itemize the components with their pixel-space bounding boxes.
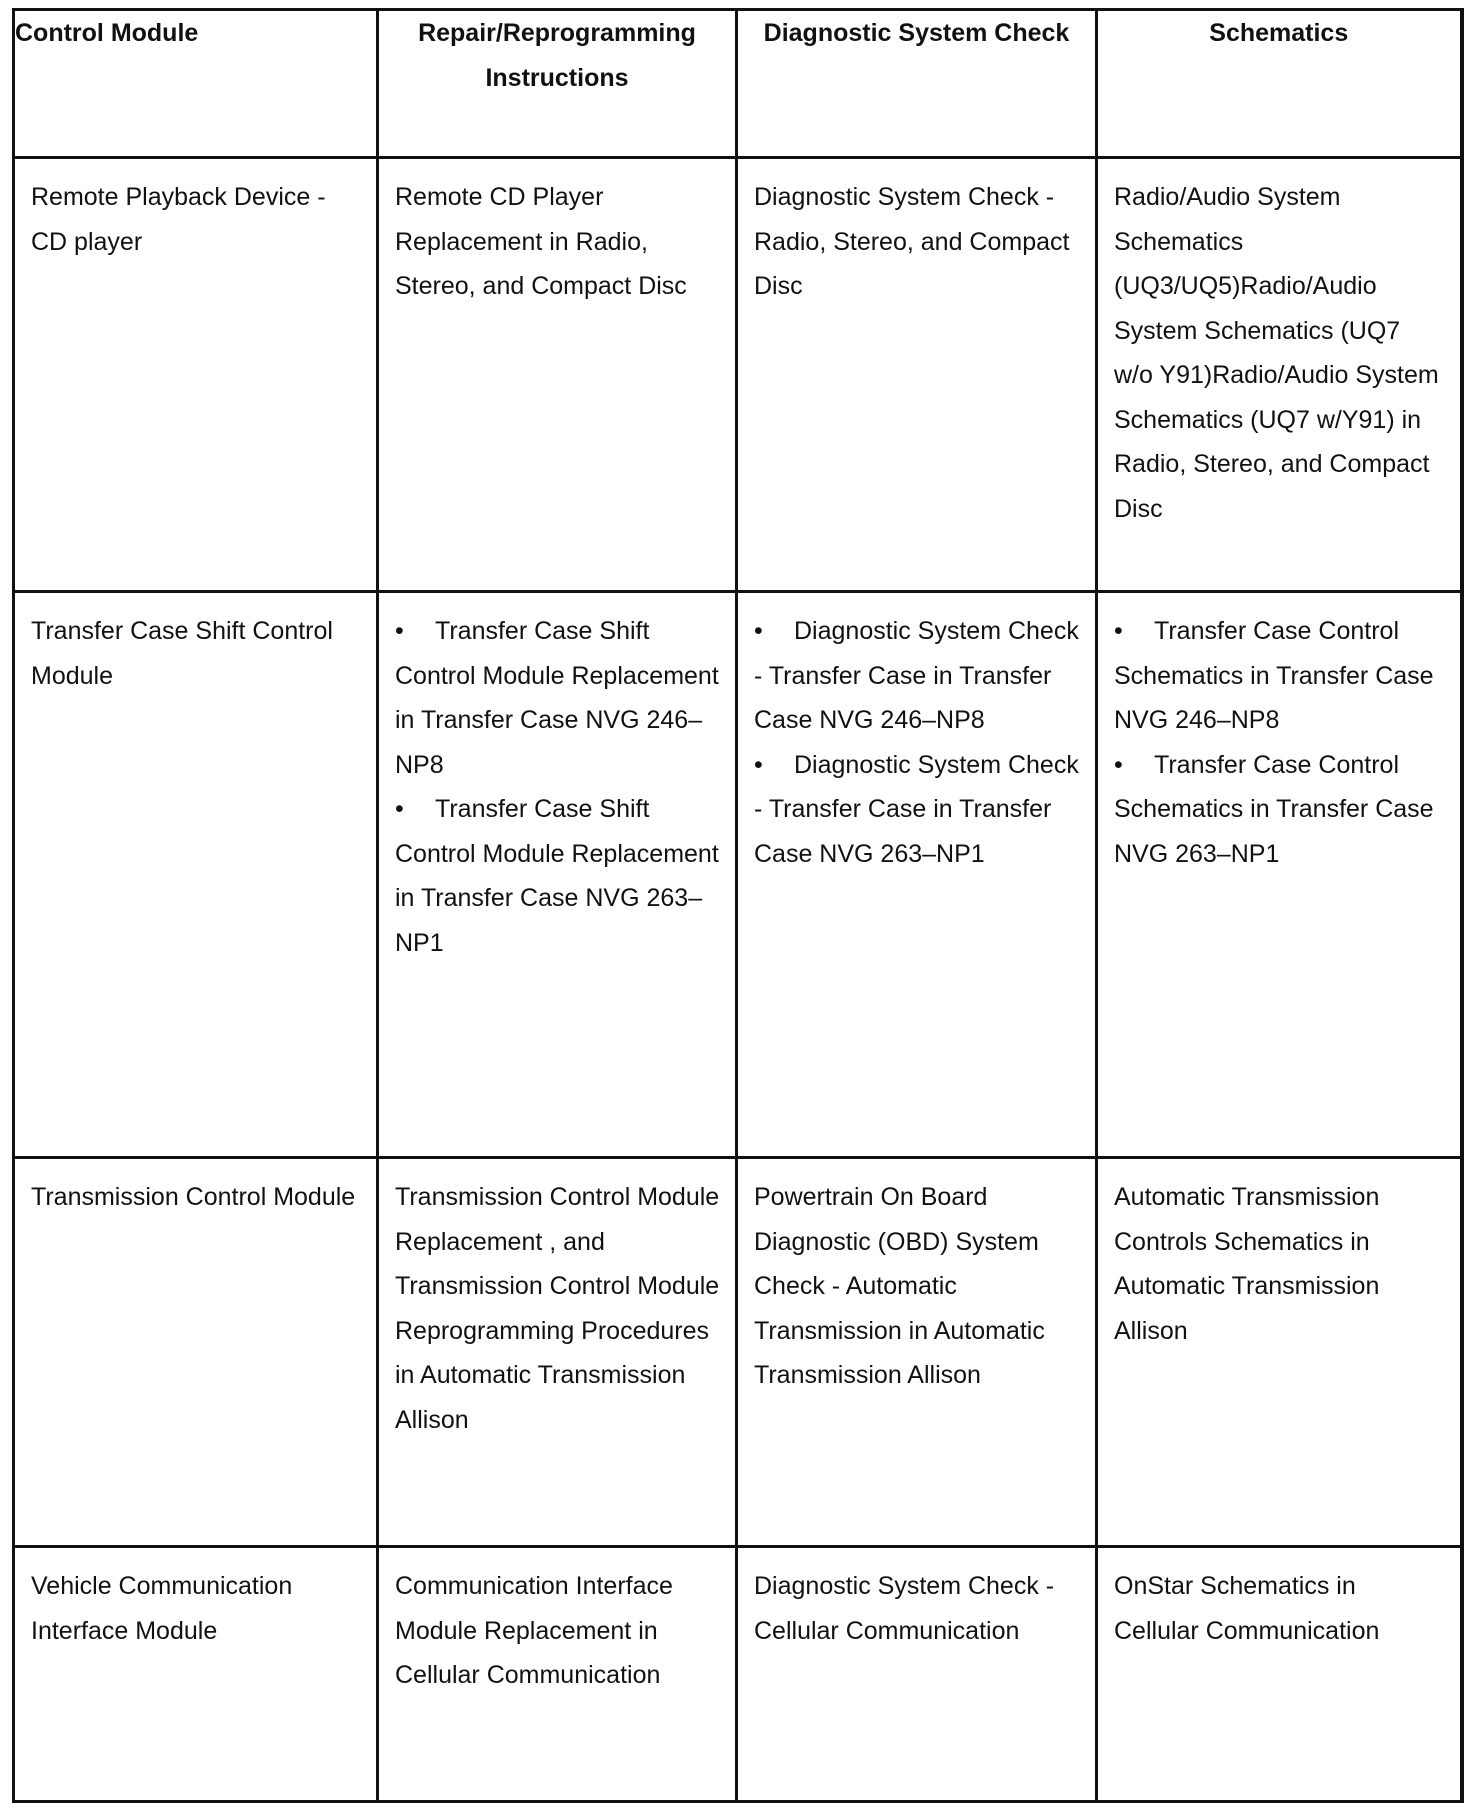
schematics-cell	[1097, 158, 1462, 592]
module-name: Vehicle Communication Interface Module	[31, 1572, 293, 1645]
repair-link[interactable]: Communication Interface Module Replacement in Cellular Communication	[395, 1572, 673, 1689]
bullet-list-item	[754, 609, 1081, 743]
header-schematics: Schematics	[1097, 10, 1462, 158]
diagnostic-cell	[737, 592, 1097, 1158]
module-name: Transfer Case Shift Control Module	[31, 617, 333, 690]
bullet-icon: •	[395, 617, 404, 645]
schematics-link[interactable]: Automatic Transmission Controls Schematics in Automatic Transmission Allison	[1114, 1183, 1380, 1345]
table-row	[14, 1158, 1462, 1547]
diagnostic-link[interactable]: Diagnostic System Check - Transfer Case in Transfer Case NVG 263–NP1	[754, 750, 1079, 868]
diagnostic-cell	[737, 1547, 1097, 1802]
bullet-list-item	[1114, 609, 1446, 743]
table-row	[14, 1547, 1462, 1802]
module-cell	[14, 158, 378, 592]
bullet-list-item	[1114, 743, 1446, 877]
diagnostic-cell	[737, 158, 1097, 592]
module-cell	[14, 592, 378, 1158]
repair-cell	[378, 158, 737, 592]
bullet-list-item	[395, 609, 721, 787]
repair-link[interactable]: Transfer Case Shift Control Module Replacement in Transfer Case NVG 263–NP1	[395, 795, 719, 957]
repair-link[interactable]: Remote CD Player Replacement in Radio, Stereo, and Compact Disc	[395, 183, 687, 300]
header-repair-instructions: Repair/Reprogramming Instructions	[378, 10, 737, 158]
module-name: Remote Playback Device - CD player	[31, 183, 326, 256]
diagnostic-link[interactable]: Powertrain On Board Diagnostic (OBD) System Check - Automatic Transmission in Automatic Transmission Allison	[754, 1183, 1045, 1389]
bullet-icon: •	[754, 617, 763, 645]
diagnostic-link[interactable]: Diagnostic System Check - Radio, Stereo, and Compact Disc	[754, 183, 1070, 300]
repair-cell	[378, 592, 737, 1158]
diagnostic-link[interactable]: Diagnostic System Check - Cellular Communication	[754, 1572, 1055, 1645]
control-module-table	[12, 8, 1464, 1803]
bullet-list-item	[754, 743, 1081, 877]
diagnostic-link[interactable]: Diagnostic System Check - Transfer Case in Transfer Case NVG 246–NP8	[754, 617, 1079, 734]
repair-link[interactable]: Transfer Case Shift Control Module Replacement in Transfer Case NVG 246–NP8	[395, 617, 719, 779]
repair-cell	[378, 1158, 737, 1547]
module-cell	[14, 1547, 378, 1802]
header-control-module: Control Module	[14, 10, 378, 158]
bullet-icon: •	[395, 795, 404, 823]
module-cell	[14, 1158, 378, 1547]
schematics-link[interactable]: Transfer Case Control Schematics in Transfer Case NVG 263–NP1	[1114, 750, 1434, 868]
schematics-cell	[1097, 1158, 1462, 1547]
bullet-list-item	[395, 787, 721, 965]
table-header-row	[14, 10, 1462, 158]
schematics-link[interactable]: OnStar Schematics in Cellular Communication	[1114, 1572, 1380, 1645]
bullet-icon: •	[1114, 617, 1123, 645]
schematics-cell	[1097, 1547, 1462, 1802]
module-name: Transmission Control Module	[31, 1183, 356, 1211]
table-row	[14, 592, 1462, 1158]
schematics-link[interactable]: Transfer Case Control Schematics in Transfer Case NVG 246–NP8	[1114, 617, 1434, 734]
table-row	[14, 158, 1462, 592]
bullet-icon: •	[754, 750, 763, 779]
schematics-cell	[1097, 592, 1462, 1158]
header-diagnostic-system-check: Diagnostic System Check	[737, 10, 1097, 158]
schematics-link[interactable]: Radio/Audio System Schematics (UQ3/UQ5)Radio/Audio System Schematics (UQ7 w/o Y91)Radio/Audio System Schematics (UQ7 w/Y91) in Radio, Stereo, and Compact Disc	[1114, 183, 1439, 523]
repair-link[interactable]: Transmission Control Module Replacement , and Transmission Control Module Reprogramming Procedures in Automatic Transmission Allison	[395, 1183, 720, 1434]
repair-cell	[378, 1547, 737, 1802]
bullet-icon: •	[1114, 750, 1123, 779]
diagnostic-cell	[737, 1158, 1097, 1547]
